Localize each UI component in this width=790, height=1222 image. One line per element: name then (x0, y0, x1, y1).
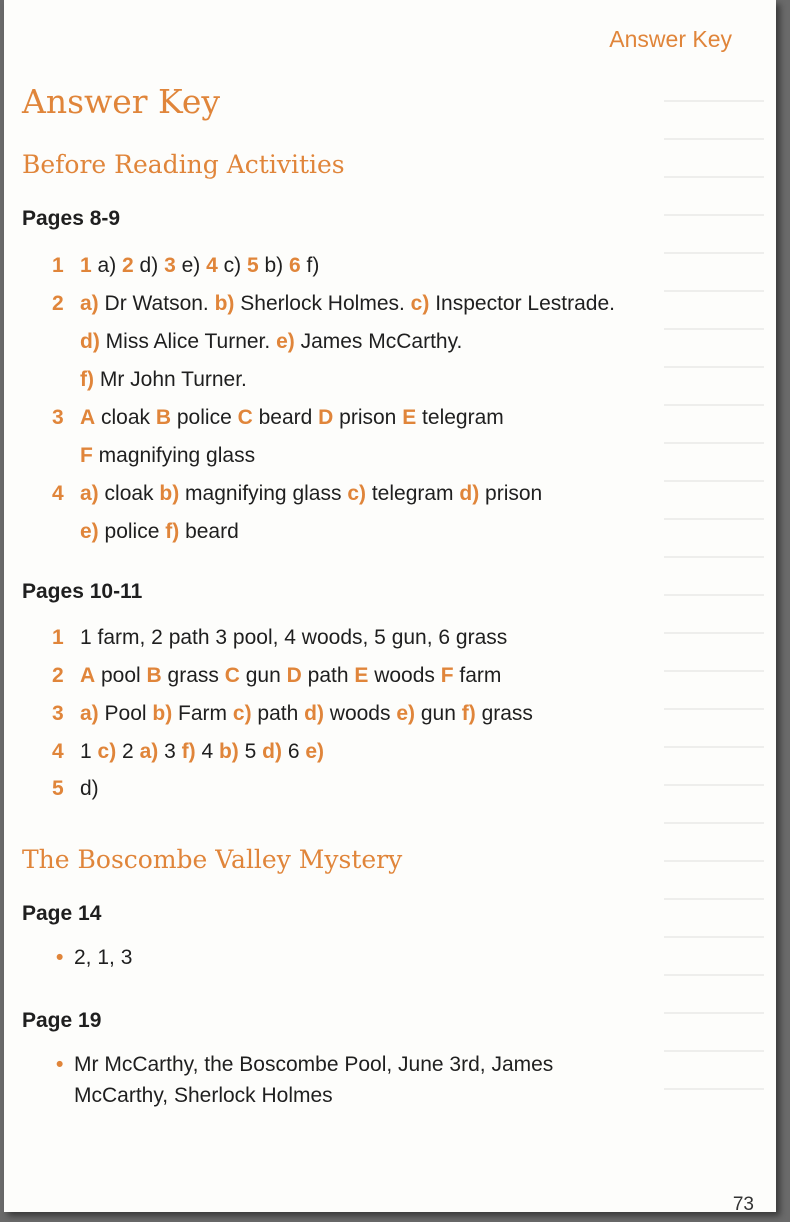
page-14-heading: Page 14 (22, 902, 102, 925)
answer-10-11-q2: 2 A pool B grass C gun D path E woods F farm (52, 664, 502, 687)
running-head: Answer Key (609, 26, 732, 52)
bullet-icon: • (56, 1053, 64, 1076)
answer-page-14: • 2, 1, 3 (56, 946, 133, 969)
answer-8-9-q3-line2: F magnifying glass (80, 444, 256, 467)
answer-key-page (4, 0, 776, 1212)
answer-page-19-line2: McCarthy, Sherlock Holmes (74, 1084, 333, 1107)
pages-8-9-heading: Pages 8-9 (22, 207, 121, 230)
answer-10-11-q5: 5 d) (52, 777, 99, 800)
answer-10-11-q1: 1 1 farm, 2 path 3 pool, 4 woods, 5 gun, 6 grass (52, 626, 508, 649)
answer-8-9-q2-line3: f) Mr John Turner. (80, 368, 247, 391)
answer-10-11-q4: 4 1 c) 2 a) 3 f) 4 b) 5 d) 6 e) (52, 740, 325, 763)
answer-8-9-q4-line1: 4 a) cloak b) magnifying glass c) telegram d) prison (52, 482, 543, 505)
show-through-texture (664, 100, 764, 1100)
bullet-icon: • (56, 946, 64, 969)
answer-8-9-q2-line1: 2 a) Dr Watson. b) Sherlock Holmes. c) Inspector Lestrade. (52, 292, 615, 315)
page-title: Answer Key (22, 82, 220, 121)
answer-8-9-q4-line2: e) police f) beard (80, 520, 239, 543)
section-title-before-reading: Before Reading Activities (22, 150, 345, 179)
answer-8-9-q2-line2: d) Miss Alice Turner. e) James McCarthy. (80, 330, 463, 353)
answer-8-9-q3-line1: 3 A cloak B police C beard D prison E telegram (52, 406, 504, 429)
page-19-heading: Page 19 (22, 1009, 102, 1032)
section-title-boscombe: The Boscombe Valley Mystery (22, 845, 403, 874)
page-number: 73 (732, 1194, 754, 1212)
pages-10-11-heading: Pages 10-11 (22, 580, 143, 603)
answer-10-11-q3: 3 a) Pool b) Farm c) path d) woods e) gun f) grass (52, 702, 533, 725)
answer-page-19-line1: • Mr McCarthy, the Boscombe Pool, June 3rd, James (56, 1053, 554, 1076)
answer-8-9-q1: 1 1 a) 2 d) 3 e) 4 c) 5 b) 6 f) (52, 254, 320, 277)
